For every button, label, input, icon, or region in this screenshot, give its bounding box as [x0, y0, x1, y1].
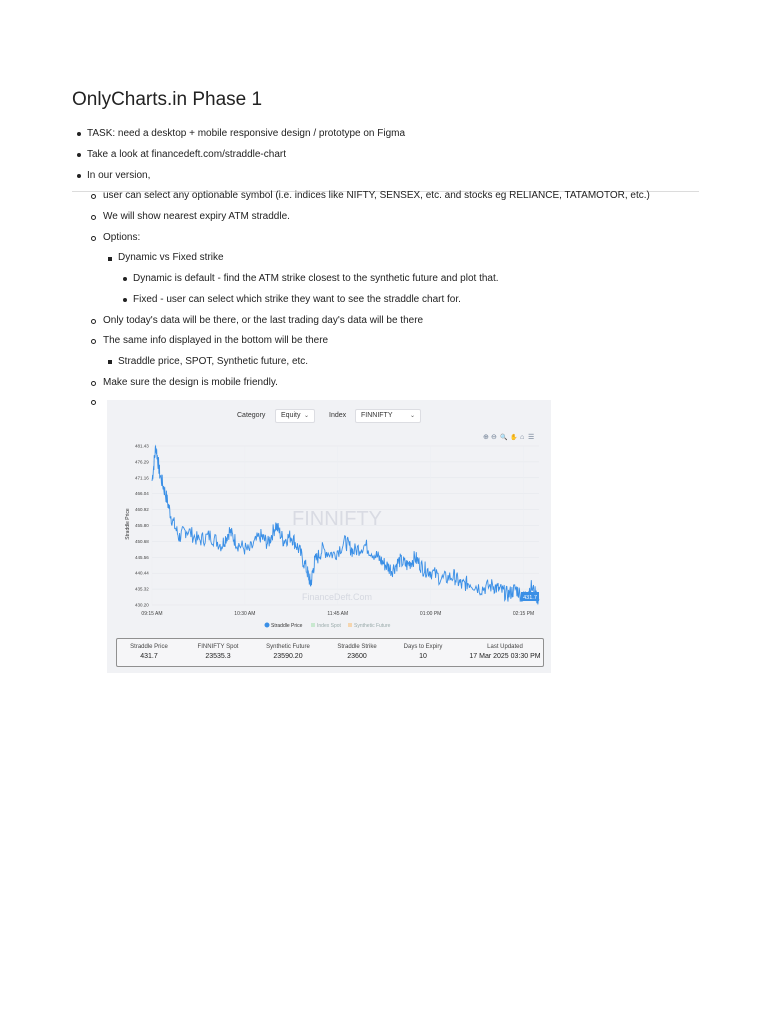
chevron-down-icon: ⌄	[303, 413, 309, 419]
x-tick-label: 02:15 PM	[512, 611, 535, 617]
info-label: Synthetic Future	[266, 644, 310, 650]
y-tick-label: 430.20	[135, 602, 149, 608]
bullet-our-version: In our version,	[87, 170, 151, 181]
info-last-updated	[457, 643, 553, 662]
y-tick-label: 445.56	[135, 554, 149, 560]
bullet-dot	[77, 153, 81, 157]
y-axis-label: Straddle Price	[125, 508, 131, 540]
y-tick-label: 471.16	[135, 475, 149, 481]
info-days-to-expiry	[383, 643, 463, 662]
source-watermark: FinanceDeft.Com	[301, 592, 373, 602]
x-tick-label: 11:45 AM	[327, 611, 349, 617]
strike-fixed: Fixed - user can select which strike they want to see the straddle chart for.	[133, 294, 461, 305]
page-title: OnlyCharts.in Phase 1	[72, 89, 263, 110]
info-value: 23600	[347, 653, 367, 660]
category-value: Equity	[281, 412, 301, 419]
info-label: FINNIFTY Spot	[197, 644, 239, 650]
y-tick-label: 455.80	[135, 523, 149, 528]
info-synthetic-future	[248, 643, 328, 662]
info-item: Straddle price, SPOT, Synthetic future, etc.	[118, 356, 309, 367]
zoom-select-icon[interactable]: 🔍	[500, 435, 508, 441]
bullet-square	[108, 257, 112, 261]
menu-icon[interactable]: ☰	[528, 434, 535, 441]
bullet-circle	[91, 236, 96, 241]
legend-marker-synthetic	[348, 623, 352, 627]
index-label: Index	[329, 412, 347, 419]
chart-watermark: FINNIFTY	[292, 508, 382, 530]
info-value: 431.7	[140, 653, 158, 660]
x-tick-label: 09:15 AM	[141, 611, 163, 617]
legend-marker-index-spot	[311, 623, 315, 627]
bullet-circle	[91, 194, 96, 199]
y-axis-ticks	[135, 444, 149, 608]
bullet-dot	[123, 298, 127, 302]
y-tick-label: 440.44	[135, 570, 149, 576]
reset-home-icon[interactable]: ⌂	[520, 434, 525, 441]
info-label: Straddle Price	[130, 644, 168, 650]
sub-bullet-info: The same info displayed in the bottom will be there	[103, 335, 329, 346]
bullet-dot	[123, 277, 127, 281]
x-tick-label: 01:00 PM	[419, 611, 442, 617]
sub-bullet-mobile: Make sure the design is mobile friendly.	[103, 377, 278, 388]
x-tick-label: 10:30 AM	[234, 611, 256, 617]
y-tick-label: 476.29	[135, 459, 149, 465]
bullet-task: TASK: need a desktop + mobile responsive design / prototype on Figma	[87, 128, 406, 139]
sub-bullet-today: Only today's data will be there, or the last trading day's data will be there	[103, 315, 424, 326]
bullet-circle	[91, 215, 96, 220]
info-index-spot	[178, 643, 258, 662]
legend-straddle-price[interactable]: Straddle Price	[271, 623, 303, 629]
straddle-chart-screenshot	[107, 400, 551, 673]
chevron-down-icon: ⌄	[409, 413, 415, 419]
sub-bullet-atm: We will show nearest expiry ATM straddle.	[103, 211, 290, 222]
index-value: FINNIFTY	[361, 412, 393, 419]
chart-legend	[265, 623, 391, 630]
sub-bullet-symbol: user can select any optionable symbol (i.e. indices like NIFTY, SENSEX, etc. and stocks eg RELIANCE, TATAMOTOR, etc.)	[103, 190, 650, 201]
info-label: Days to Expiry	[403, 644, 443, 650]
y-tick-label: 450.68	[135, 538, 149, 544]
y-tick-label: 466.04	[135, 491, 149, 497]
bullet-dot	[77, 132, 81, 136]
info-label: Last Updated	[487, 644, 523, 650]
category-label: Category	[237, 412, 266, 419]
info-value: 17 Mar 2025 03:30 PM	[469, 653, 541, 660]
y-tick-label: 481.43	[135, 443, 149, 449]
legend-synthetic-future[interactable]: Synthetic Future	[354, 623, 391, 629]
strike-dynamic: Dynamic is default - find the ATM strike closest to the synthetic future and plot that.	[133, 273, 499, 284]
sub-bullet-options: Options:	[103, 232, 141, 243]
info-straddle-price	[109, 643, 189, 662]
last-value-label: 431.7	[523, 595, 537, 601]
bullet-circle	[91, 319, 96, 324]
zoom-in-icon[interactable]: ⊕	[483, 434, 489, 441]
bullet-circle	[91, 381, 96, 386]
bullet-circle	[91, 339, 96, 344]
info-value: 23590.20	[273, 653, 303, 660]
option-strike-type: Dynamic vs Fixed strike	[118, 252, 224, 263]
legend-marker-straddle	[265, 623, 270, 628]
info-value: 23535.3	[205, 653, 231, 660]
straddle-info-panel	[116, 638, 544, 667]
bullet-circle	[91, 400, 96, 405]
x-axis-ticks	[141, 611, 534, 617]
straddle-line-chart	[107, 400, 551, 635]
pan-icon[interactable]: ✋	[510, 435, 518, 441]
info-value: 10	[419, 653, 427, 660]
legend-index-spot[interactable]: Index Spot	[317, 623, 341, 629]
zoom-out-icon[interactable]: ⊖	[491, 434, 497, 441]
bullet-square	[108, 360, 112, 364]
bullet-reference: Take a look at financedeft.com/straddle-chart	[87, 149, 286, 160]
bullet-dot	[77, 174, 81, 178]
info-label: Straddle Strike	[337, 644, 377, 650]
y-tick-label: 435.32	[135, 586, 149, 592]
y-tick-label: 460.92	[135, 507, 149, 513]
